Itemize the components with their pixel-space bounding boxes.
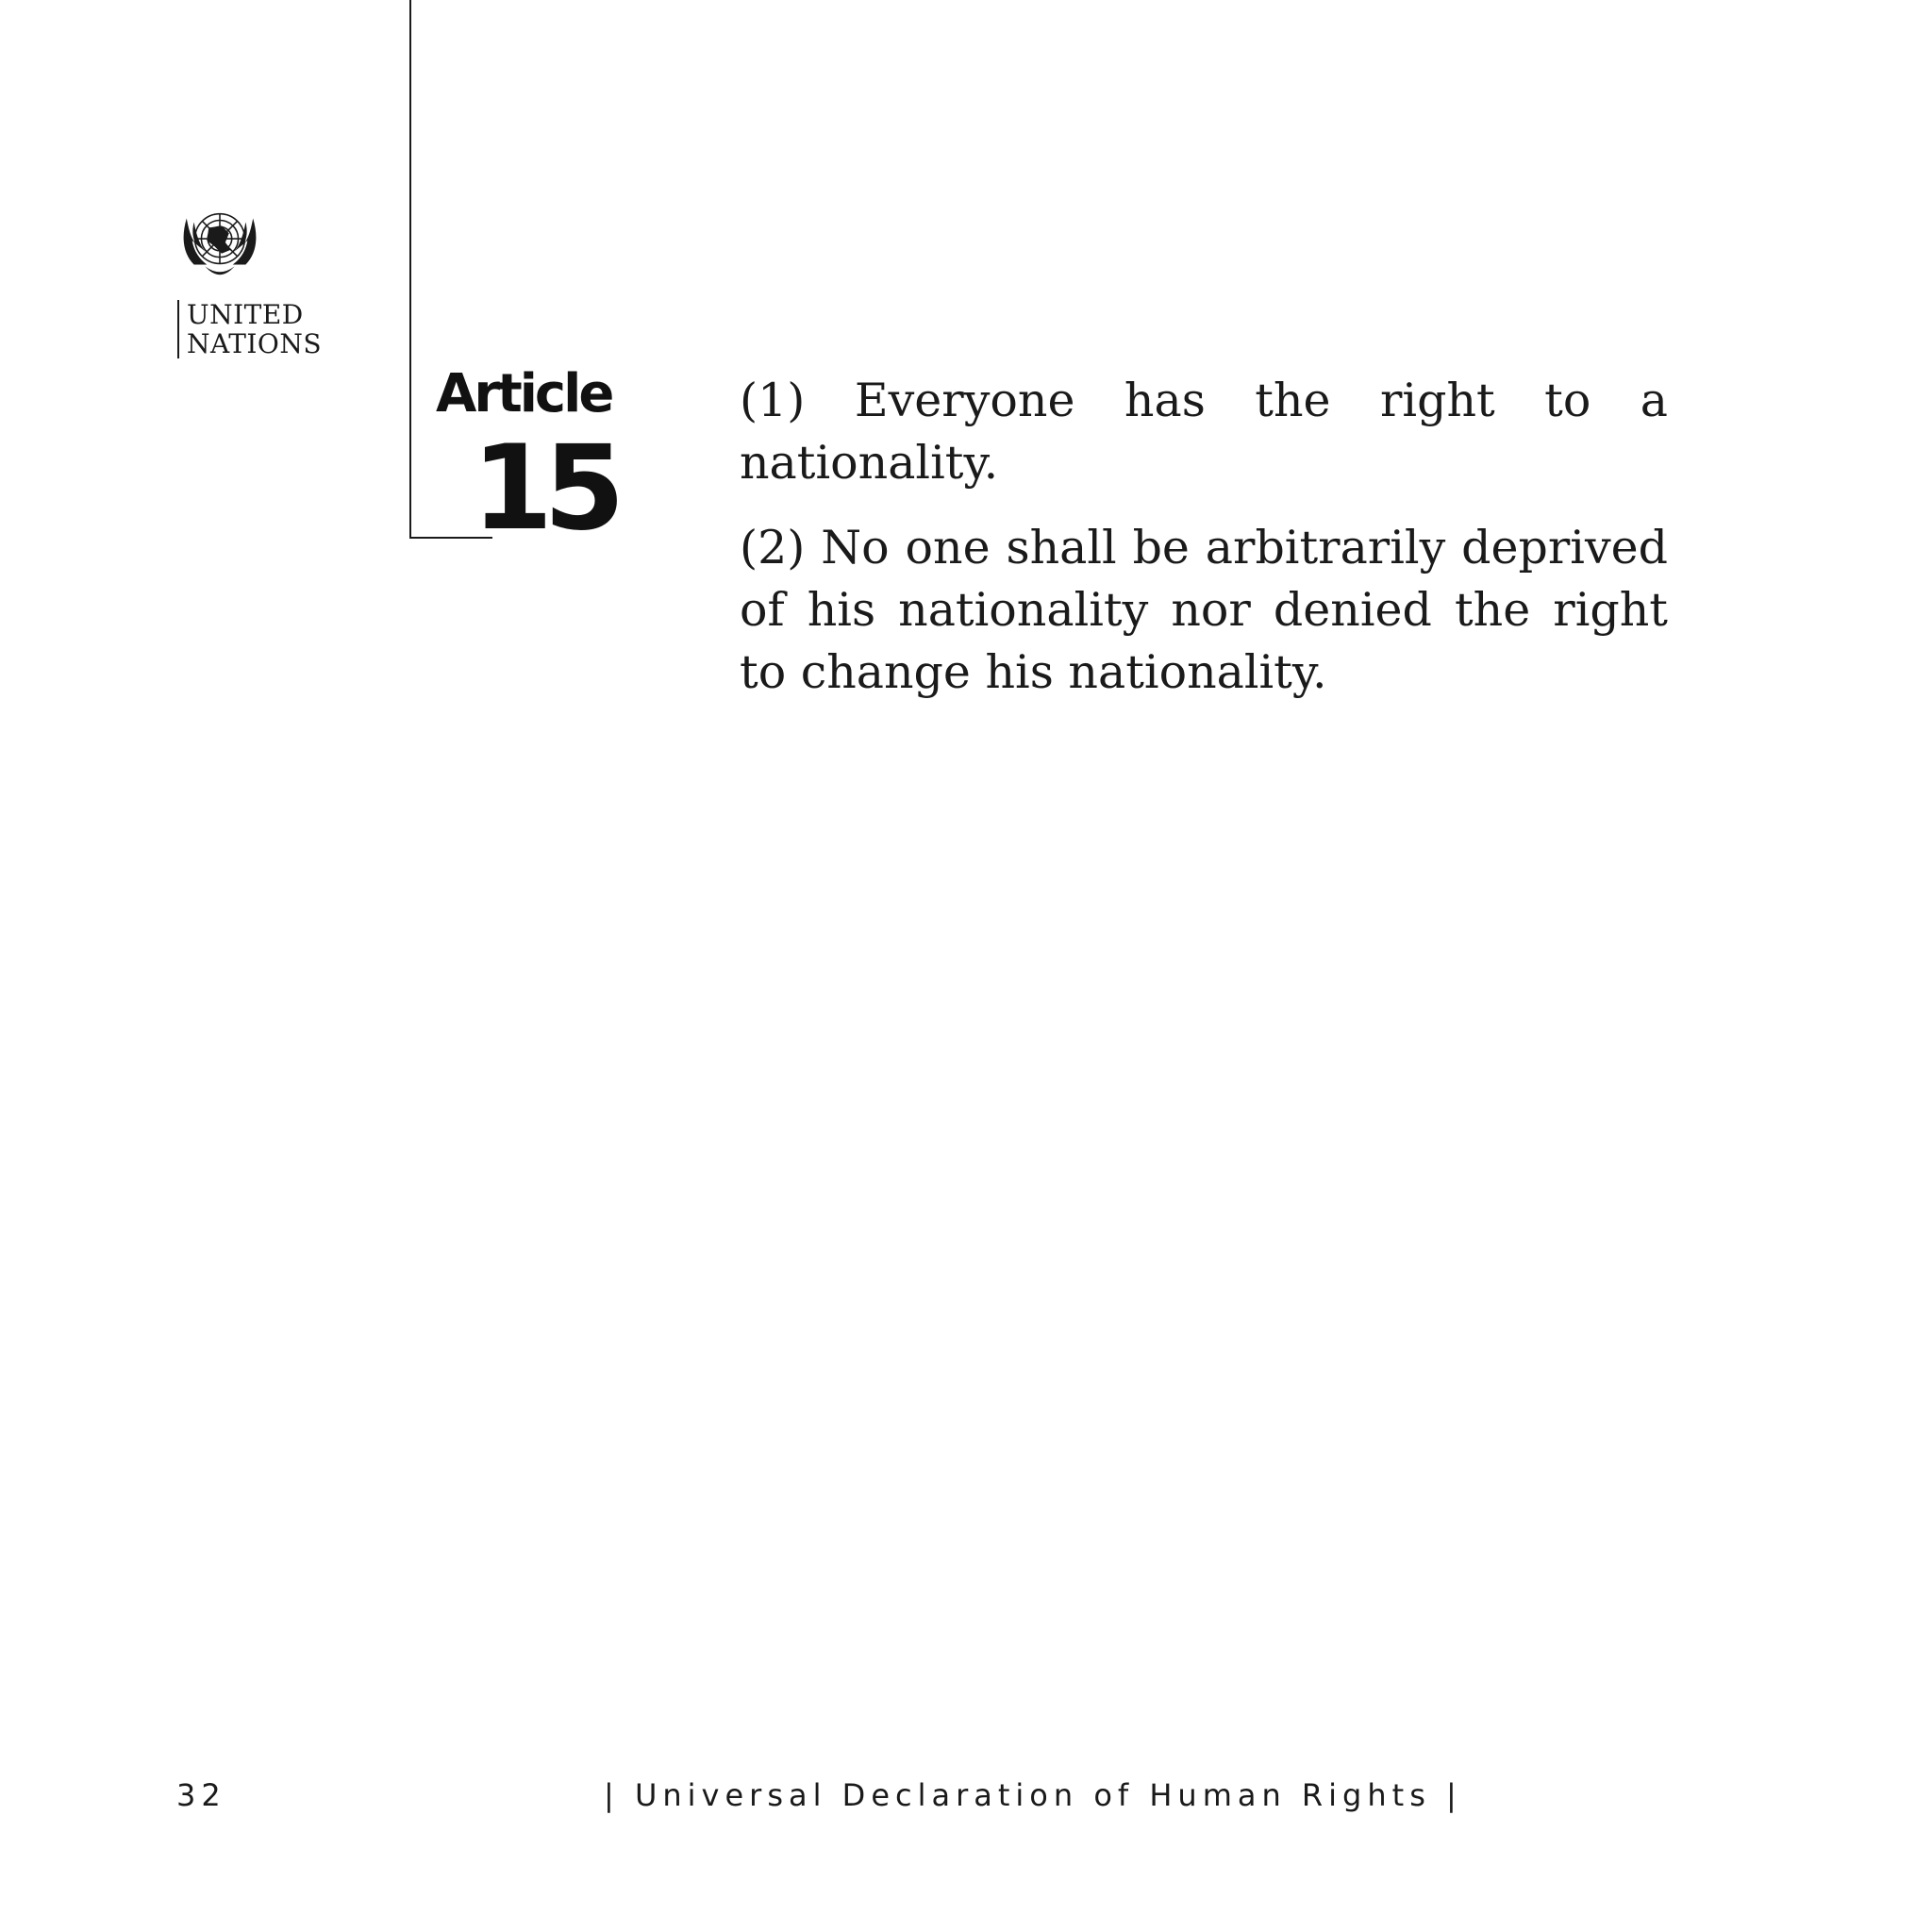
- org-name-line2: NATIONS: [187, 328, 323, 359]
- article-paragraph-2: (2) No one shall be arbitrarily deprived of his nationality nor denied the right to change his nationality.: [740, 521, 1668, 699]
- page-number: 32: [176, 1777, 226, 1813]
- article-paragraph-1: (1) Everyone has the right to a nationality.: [740, 374, 1668, 490]
- article-number: 15: [472, 421, 616, 557]
- un-wordmark: [177, 300, 322, 358]
- frame-vertical-rule: [409, 0, 411, 539]
- article-label: Article: [436, 363, 612, 425]
- org-name-line1: UNITED: [187, 299, 304, 330]
- article-body: [740, 370, 1668, 726]
- un-emblem-icon: [174, 200, 266, 283]
- running-footer-title: | Universal Declaration of Human Rights |: [604, 1777, 1462, 1813]
